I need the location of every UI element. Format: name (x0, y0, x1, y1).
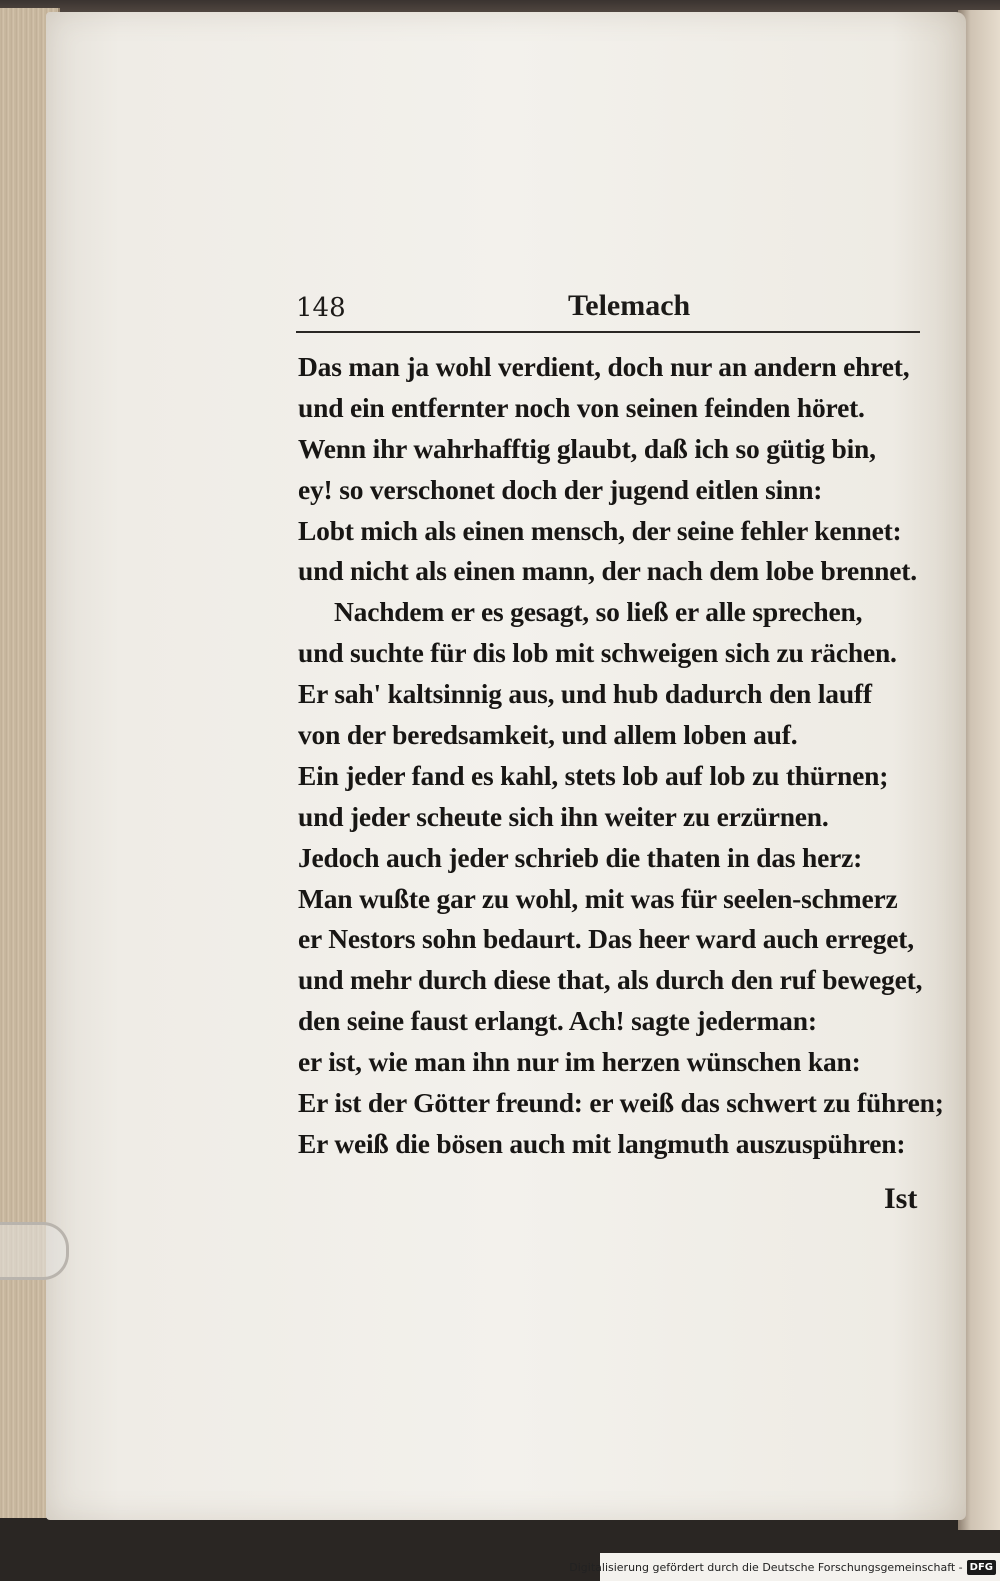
dfg-logo: DFG (967, 1560, 996, 1575)
verse-line: und jeder scheute sich ihn weiter zu erzürnen. (298, 800, 829, 832)
digitization-credit (569, 1553, 1000, 1581)
verse-line: Lobt mich als einen mensch, der seine fehler kennet: (298, 514, 902, 546)
verse-line: von der beredsamkeit, und allem loben auf. (298, 719, 798, 751)
verse-line: und mehr durch diese that, als durch den ruf beweget, (298, 964, 923, 996)
verse-line: er ist, wie man ihn nur im herzen wünschen kan: (298, 1046, 861, 1078)
running-head: Telemach (568, 289, 691, 322)
verse-line: Er weiß die bösen auch mit langmuth auszuspühren: (298, 1127, 906, 1159)
verse-line: ey! so verschonet doch der jugend eitlen sinn: (298, 473, 823, 505)
page-header (296, 283, 920, 327)
verse-line: Ein jeder fand es kahl, stets lob auf lob zu thürnen; (298, 759, 889, 791)
verse-line: er Nestors sohn bedaurt. Das heer ward auch erreget, (298, 923, 914, 955)
verse-line: den seine faust erlangt. Ach! sagte jederman: (298, 1005, 817, 1037)
credit-text: Digitalisierung gefördert durch die Deutsche Forschungsgemeinschaft - (569, 1560, 963, 1574)
verse-line: Wenn ihr wahrhafftig glaubt, daß ich so gütig bin, (298, 432, 876, 464)
verse-line: Jedoch auch jeder schrieb die thaten in das herz: (298, 841, 863, 873)
verse-line: Er ist der Götter freund: er weiß das schwert zu führen; (298, 1087, 944, 1119)
page-number: 148 (296, 293, 346, 323)
verse-line: Nachdem er es gesagt, so ließ er alle sprechen, (334, 596, 863, 628)
catchword: Ist (884, 1182, 918, 1215)
verse-line: und suchte für dis lob mit schweigen sich zu rächen. (298, 637, 897, 669)
verse-text (298, 347, 944, 1165)
verse-line: Er sah' kaltsinnig aus, und hub dadurch den lauff (298, 678, 872, 710)
verse-line: Das man ja wohl verdient, doch nur an andern ehret, (298, 351, 910, 382)
verse-line: und ein entfernter noch von seinen feinden höret. (298, 391, 865, 423)
header-rule (296, 331, 920, 333)
page-clip (0, 1222, 69, 1280)
verse-line: und nicht als einen mann, der nach dem lobe brennet. (298, 555, 917, 587)
verse-line: Man wußte gar zu wohl, mit was für seelen-schmerz (298, 882, 898, 914)
